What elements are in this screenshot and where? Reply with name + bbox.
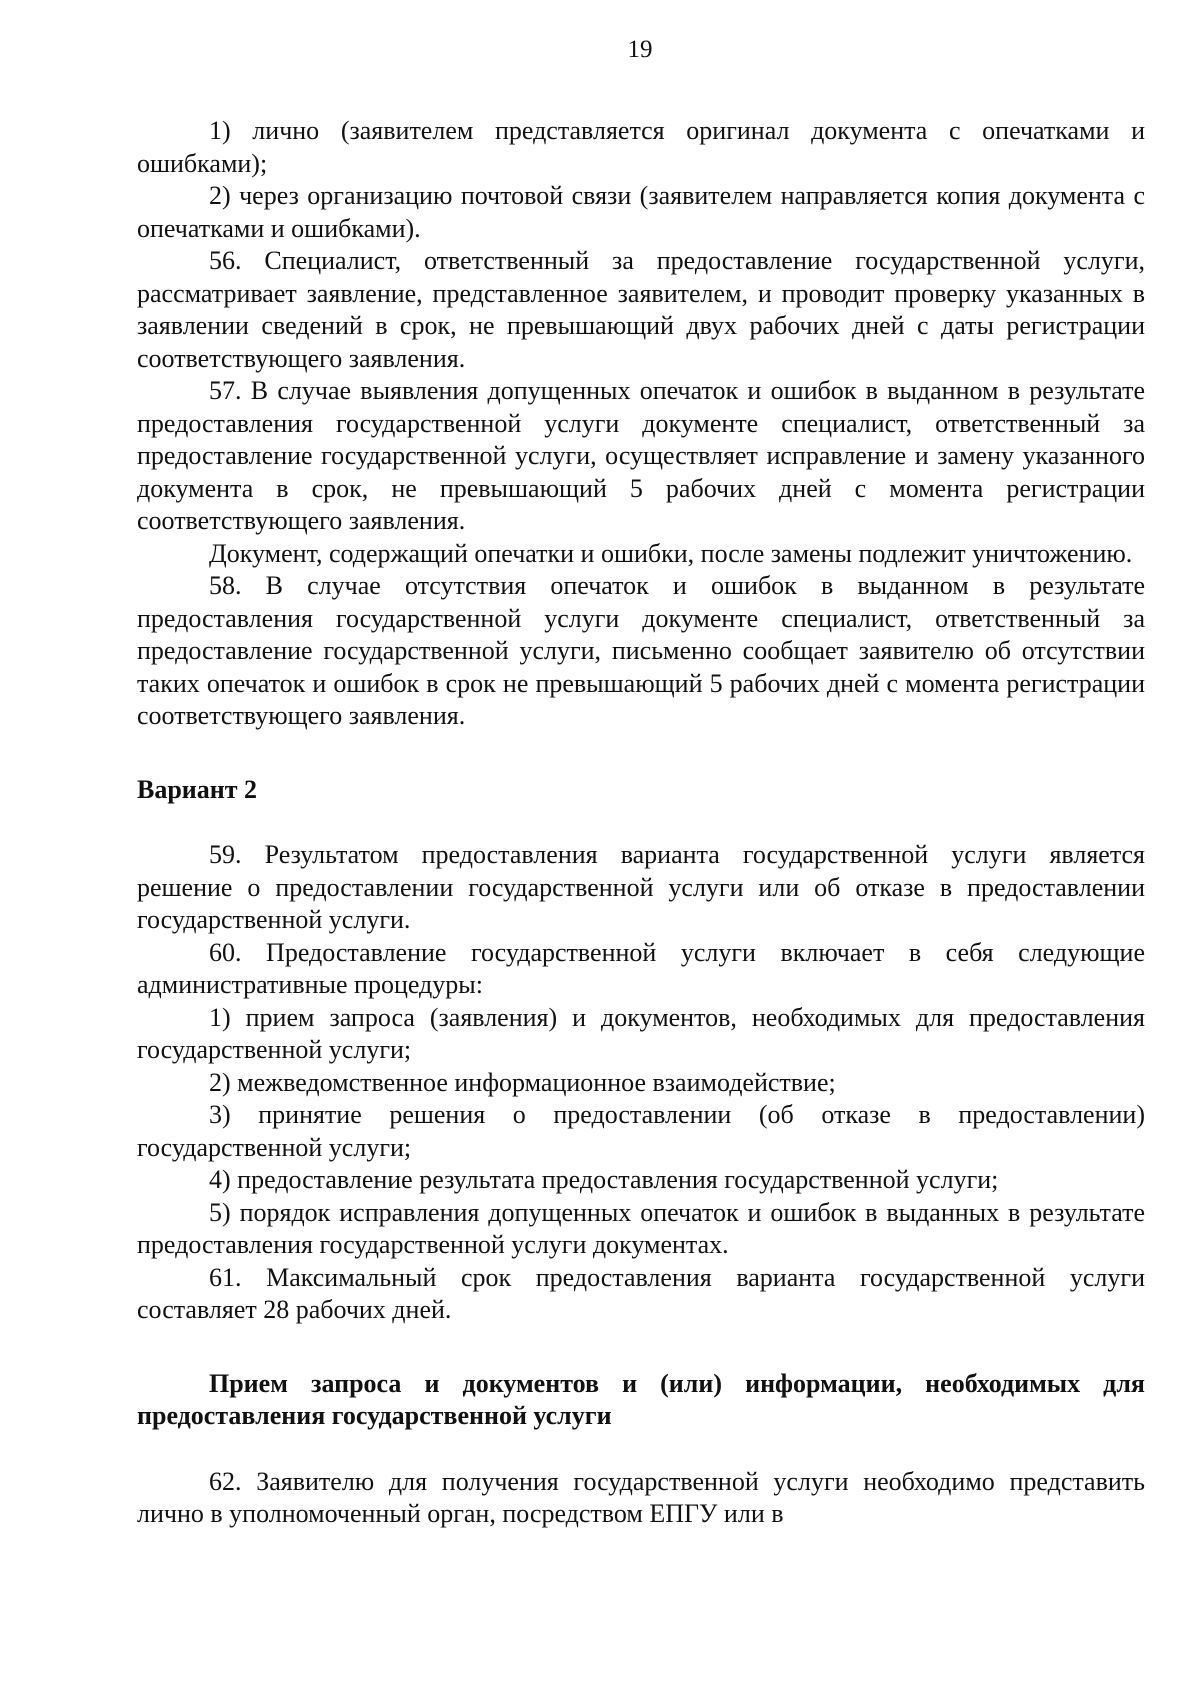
paragraph-60: 60. Предоставление государственной услуги включает в себя следующие административные процедуры: bbox=[137, 937, 1145, 999]
document-body bbox=[137, 115, 1145, 1531]
paragraph-item-2-by-post: 2) через организацию почтовой связи (заявителем направляется копия документа с опечатками и ошибками). bbox=[137, 181, 1145, 243]
page-number: 19 bbox=[627, 36, 653, 63]
section-heading-variant-2: Вариант 2 bbox=[137, 774, 258, 804]
paragraph-58: 58. В случае отсутствия опечаток и ошибок в выданном в результате предоставления государственной услуги документе специалист, ответственный за предоставление государственной услуги, письменно сообщает заявителю об отсутствии таких опечаток и ошибок в срок не превышающий 5 рабочих дней с момента регистрации соответствующего заявления. bbox=[137, 571, 1145, 730]
procedure-item-2: 2) межведомственное информационное взаимодействие; bbox=[209, 1067, 836, 1097]
section-heading-request-reception: Прием запроса и документов и (или) информации, необходимых для предоставления государственной услуги bbox=[137, 1368, 1145, 1430]
procedure-item-3: 3) принятие решения о предоставлении (об отказе в предоставлении) государственной услуги; bbox=[137, 1100, 1145, 1162]
paragraph-document-destruction: Документ, содержащий опечатки и ошибки, после замены подлежит уничтожению. bbox=[209, 538, 1133, 568]
paragraph-57: 57. В случае выявления допущенных опечаток и ошибок в выданном в результате предоставления государственной услуги документе специалист, ответственный за предоставление государственной услуги, осуществляет исправление и замену указанного документа в срок, не превышающий 5 рабочих дней с момента регистрации соответствующего заявления. bbox=[137, 376, 1145, 535]
paragraph-item-1-in-person: 1) лично (заявителем представляется оригинал документа с опечатками и ошибками); bbox=[137, 116, 1145, 178]
paragraph-61: 61. Максимальный срок предоставления варианта государственной услуги составляет 28 рабочих дней. bbox=[137, 1262, 1145, 1324]
procedure-item-5: 5) порядок исправления допущенных опечаток и ошибок в выданных в результате предоставления государственной услуги документах. bbox=[137, 1197, 1145, 1259]
procedure-item-4: 4) предоставление результата предоставления государственной услуги; bbox=[209, 1165, 999, 1194]
procedure-item-1: 1) прием запроса (заявления) и документов, необходимых для предоставления государственной услуги; bbox=[137, 1002, 1145, 1064]
paragraph-62: 62. Заявителю для получения государственной услуги необходимо представить лично в уполномоченный орган, посредством ЕПГУ или в bbox=[137, 1466, 1145, 1528]
paragraph-59: 59. Результатом предоставления варианта государственной услуги является решение о предоставлении государственной услуги или об отказе в предоставлении государственной услуги. bbox=[137, 840, 1145, 934]
paragraph-56: 56. Специалист, ответственный за предоставление государственной услуги, рассматривает заявление, представленное заявителем, и проводит проверку указанных в заявлении сведений в срок, не превышающий двух рабочих дней с даты регистрации соответствующего заявления. bbox=[137, 246, 1145, 373]
